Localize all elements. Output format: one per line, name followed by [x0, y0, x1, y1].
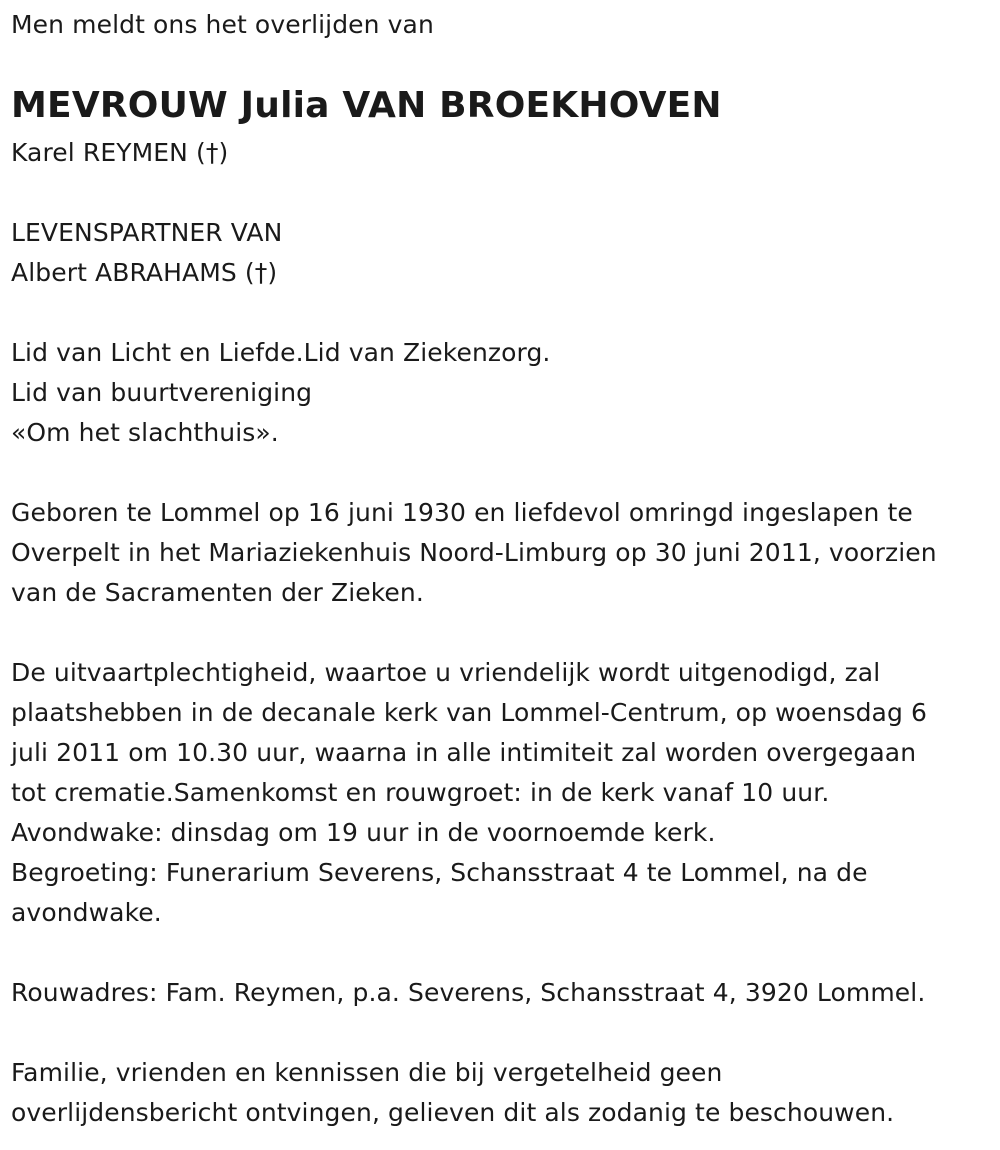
mourning-address: Rouwadres: Fam. Reymen, p.a. Severens, Schansstraat 4, 3920 Lommel.	[11, 978, 926, 1007]
birth-death-paragraph	[11, 493, 937, 613]
spouse-name: Karel REYMEN (†)	[11, 138, 229, 167]
closing-line: overlijdensbericht ontvingen, gelieven dit als zodanig te beschouwen.	[11, 1098, 895, 1127]
birth-death-line: Overpelt in het Mariaziekenhuis Noord-Limburg op 30 juni 2011, voorzien	[11, 538, 937, 567]
funeral-line: tot crematie.Samenkomst en rouwgroet: in de kerk vanaf 10 uur.	[11, 778, 830, 807]
partner-heading: LEVENSPARTNER VAN	[11, 218, 283, 247]
funeral-line: juli 2011 om 10.30 uur, waarna in alle intimiteit zal worden overgegaan	[11, 738, 917, 767]
memberships-paragraph	[11, 333, 550, 453]
birth-death-line: Geboren te Lommel op 16 juni 1930 en liefdevol omringd ingeslapen te	[11, 498, 913, 527]
birth-death-line: van de Sacramenten der Zieken.	[11, 578, 424, 607]
funeral-line: Begroeting: Funerarium Severens, Schansstraat 4 te Lommel, na de	[11, 858, 868, 887]
membership-line: «Om het slachthuis».	[11, 418, 279, 447]
membership-line: Lid van Licht en Liefde.Lid van Ziekenzorg.	[11, 338, 551, 367]
closing-line: Familie, vrienden en kennissen die bij vergetelheid geen	[11, 1058, 723, 1087]
deceased-name: MEVROUW Julia VAN BROEKHOVEN	[11, 85, 722, 126]
funeral-line: De uitvaartplechtigheid, waartoe u vriendelijk wordt uitgenodigd, zal	[11, 658, 881, 687]
closing-paragraph	[11, 1053, 894, 1133]
membership-line: Lid van buurtvereniging	[11, 378, 313, 407]
funeral-line: Avondwake: dinsdag om 19 uur in de voornoemde kerk.	[11, 818, 716, 847]
funeral-paragraph	[11, 653, 927, 933]
funeral-line: avondwake.	[11, 898, 162, 927]
funeral-line: plaatshebben in de decanale kerk van Lommel-Centrum, op woensdag 6	[11, 698, 927, 727]
partner-name: Albert ABRAHAMS (†)	[11, 258, 278, 287]
intro-text: Men meldt ons het overlijden van	[11, 10, 434, 39]
